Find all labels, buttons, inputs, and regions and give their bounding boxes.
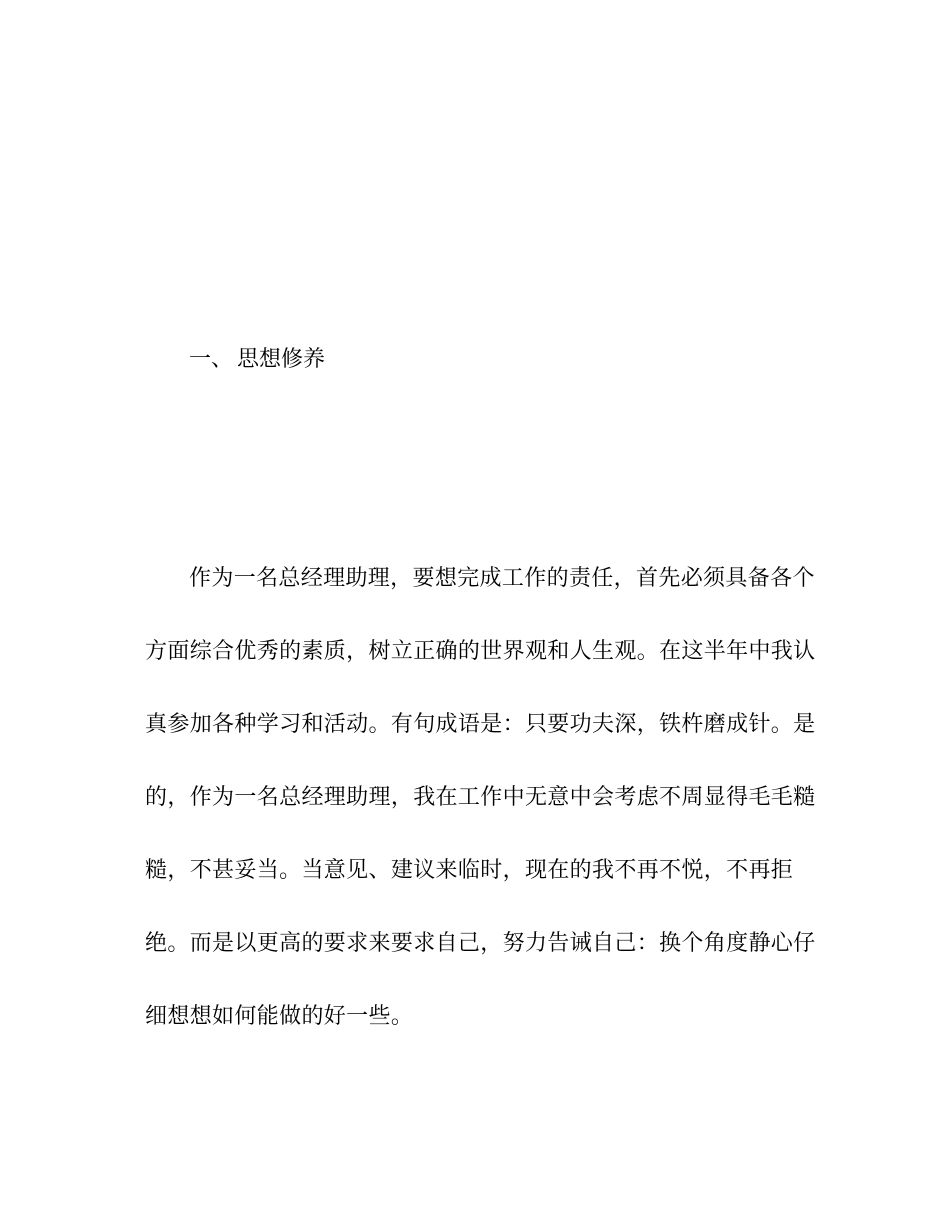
- section-heading: [189, 344, 325, 376]
- section-number: 一、: [189, 347, 234, 372]
- paragraph-line: 方面综合优秀的素质，树立正确的世界观和人生观。在这半年中我认: [145, 639, 816, 664]
- section-title: 思想修养: [237, 347, 326, 372]
- paragraph-line: 绝。而是以更高的要求来要求自己，努力告诫自己：换个角度静心仔: [145, 931, 816, 956]
- paragraph-line: 细想想如何能做的好一些。: [145, 1004, 414, 1029]
- paragraph-line: 作为一名总经理助理，要想完成工作的责任，首先必须具备各个: [189, 566, 815, 591]
- paragraph-line: 真参加各种学习和活动。有句成语是：只要功夫深，铁杵磨成针。是: [145, 712, 816, 737]
- paragraph-line: 的，作为一名总经理助理，我在工作中无意中会考虑不周显得毛毛糙: [145, 785, 816, 810]
- paragraph-line: 糙，不甚妥当。当意见、建议来临时，现在的我不再不悦，不再拒: [145, 858, 794, 883]
